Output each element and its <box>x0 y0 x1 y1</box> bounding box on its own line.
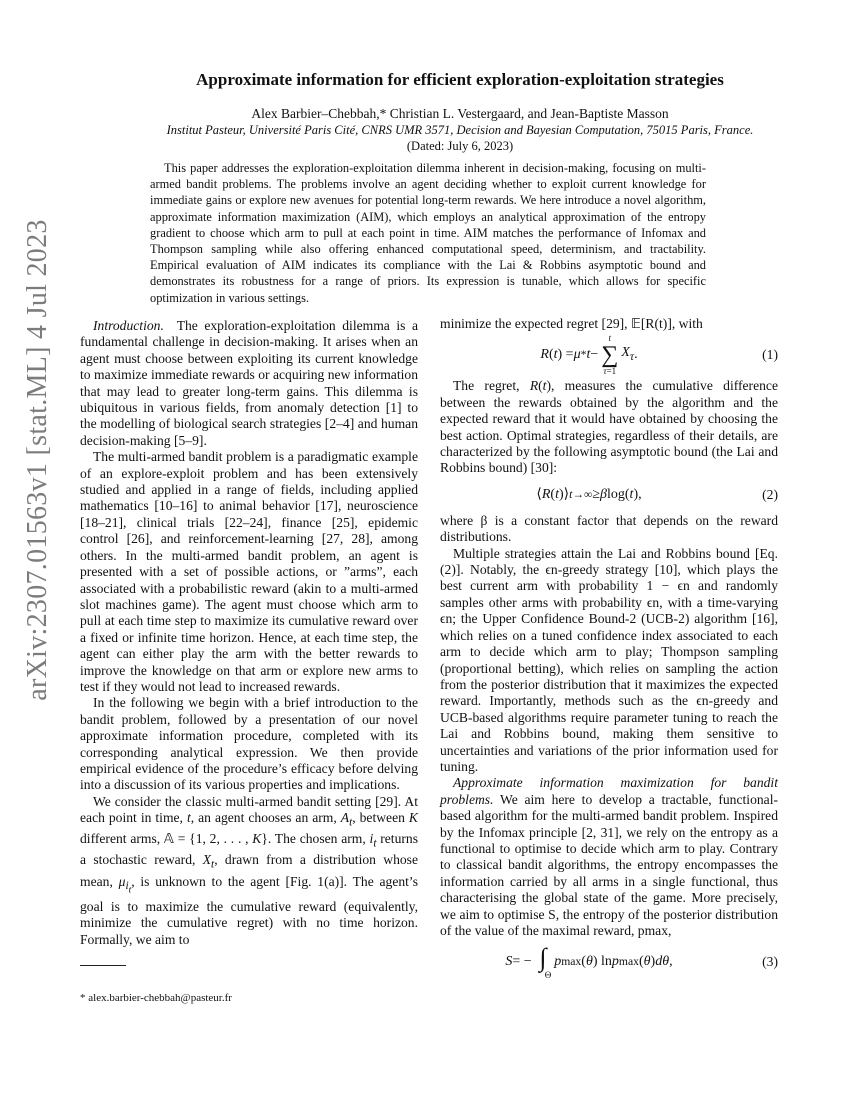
regret-intro: minimize the expected regret [29], 𝔼[R(t)], with <box>440 316 703 331</box>
equation-2-number: (2) <box>762 486 778 502</box>
aim-heading: Approximate information maximization for bandit problems. <box>440 775 778 807</box>
bandit-paragraph: The multi-armed bandit problem is a paradigmatic example of an explore-exploit problem and has been extensively studied and applied in a range of fields, including applied mathematics [10–16] to animal behavior [17], neuroscience [18–21], clinical trials [22–24], finance [25], epidemic control [26], and reinforcement-learning [27, 28], among others. In the multi-armed bandit problem, an agent is presented with a set of possible actions, or ”arms”, each associated with a probabilistic reward (akin to a multi-armed slot machines game). The agent must choose which arm to pull at each time step to maximize its cumulative reward over a fixed or infinite time horizon. Hence, at each time step, the agent can either play the arm with the better rewards to improve the knowledge on that arm or explore new arms to test if they would not lead to increased rewards. <box>80 449 418 694</box>
aim-paragraph: Approximate information maximization for bandit problems. We aim here to develop a tractable, functional-based algorithm for the multi-armed bandit problem. Inspired by the Infomax principle [2, 31], we rely on the entropy as a functional to optimise to decide which arm to play. Contrary to classical bandit algorithms, the entropy encompasses the information carried by all arms in a single functional, thus characterising the global state of the game. More precisely, we aim to optimise S, the entropy of the posterior distribution of the value of the maximal reward, pmax, <box>440 775 779 938</box>
arxiv-identifier: arXiv:2307.01563v1 [stat.ML] 4 Jul 2023 <box>22 219 53 701</box>
footnote-rule <box>80 965 126 966</box>
left-column <box>80 318 418 948</box>
regret-paragraph: The regret, R(t), measures the cumulative difference between the rewards obtained by the algorithm and the expected reward that it would have obtained by choosing the best action. Optimal strategies, regardless of their details, are characterized by the following asymptotic bound (the Lai and Robbins bound) [30]: <box>440 378 778 476</box>
equation-1-number: (1) <box>762 347 778 363</box>
footnote-email: * alex.barbier-chebbah@pasteur.fr <box>80 992 232 1004</box>
setting-paragraph: We consider the classic multi-armed bandit setting [29]. At each point in time, t, an agent chooses an arm, $A_t$, between K different arms, 𝔸 = {1, 2, . . . , K}. The chosen arm, $i_t$ returns a stochastic reward, $X_t$, drawn from a distribution whose mean, $\mu_{i_t}$, is unknown to the agent [Fig. 1(a)]. The agent’s goal is to maximize the cumulative reward (equivalently, minimize the cumulative regret) with no time horizon. Formally, we aim to <box>80 793 418 947</box>
date-line: (Dated: July 6, 2023) <box>406 139 514 153</box>
intro-paragraph: Introduction. The exploration-exploitation dilemma is a fundamental challenge in decision-making. It arises when an agent must choose between exploiting its current knowledge to maximize immediate rewards or acquiring new information that may lead to greater long-term gains. This dilemma is ubiquitous in various fields, from anomaly detection [1] to the modelling of biological search strategies [2–4] and human decision-making [5–9]. <box>80 318 418 448</box>
equation-1: R ( t ) = μ * t − t ∑ τ=1 $X_\tau$ . (1) <box>540 333 778 377</box>
abstract: This paper addresses the exploration-exploitation dilemma inherent in decision-making, focusing on multi-armed bandit problems. The problems involve an agent deciding whether to exploit current knowledge for immediate gains or explore new avenues for potential long-term rewards. We here introduce a novel algorithm, approximate information maximization (AIM), which employs an analytical approximation of the entropy gradient to choose which arm to pull at each point in time. AIM matches the performance of Infomax and Thompson sampling while also offering enhanced computational speed, determinism, and tractability. Empirical evaluation of AIM indicates its compliance with the Lai & Robbins asymptotic bound and demonstrates its robustness for a range of priors. Its expression is tunable, which allows for specific optimization in various settings. <box>150 161 706 305</box>
affiliation: Institut Pasteur, Université Paris Cité, CNRS UMR 3571, Decision and Bayesian Computation, 75015 Paris, France. <box>166 123 754 137</box>
outline-paragraph: In the following we begin with a brief introduction to the bandit problem, followed by a presentation of our novel approximate information procedure, completed with its corresponding analytical expression. We then provide empirical evidence of the procedure’s efficacy before delving into a discussion of its various properties and implications. <box>80 695 418 793</box>
intro-heading: Introduction. <box>93 318 164 333</box>
paper-title: Approximate information for efficient exploration-exploitation strategies <box>196 70 724 89</box>
right-column <box>440 316 778 985</box>
arxiv-sidebar-stamp <box>8 180 68 740</box>
equation-2: ⟨ R ( t )⟩ t→∞ ≥ β log( t ), (2) <box>536 486 778 502</box>
strategies-paragraph: Multiple strategies attain the Lai and Robbins bound [Eq. (2)]. Notably, the ϵn-greedy strategy [10], which plays the best current arm with probability 1 − ϵn and randomly samples other arms with probability ϵn, with a time-varying ϵn; the Upper Confidence Bound-2 (UCB-2) algorithm [16], which relies on a tuned confidence index associated to each arm to decide which arm to play; Thompson sampling (proportional betting), which relies on sampling the action from the posterior distribution that it maximizes the expected reward. Importantly, methods such as the ϵn-greedy and UCB-based algorithms require parameter tuning to reach the Lai and Robbins bound, making them sensitive to uncertainties and variations of the prior information used for tuning. <box>440 545 778 774</box>
equation-3: S = − ∫ Θ p max ( θ ) ln p max ( θ ) dθ , (3) <box>505 942 778 980</box>
author-list: Alex Barbier–Chebbah,* Christian L. Vestergaard, and Jean-Baptiste Masson <box>251 106 669 121</box>
equation-3-number: (3) <box>762 954 778 970</box>
beta-paragraph: where β is a constant factor that depends on the reward distributions. <box>440 512 778 545</box>
